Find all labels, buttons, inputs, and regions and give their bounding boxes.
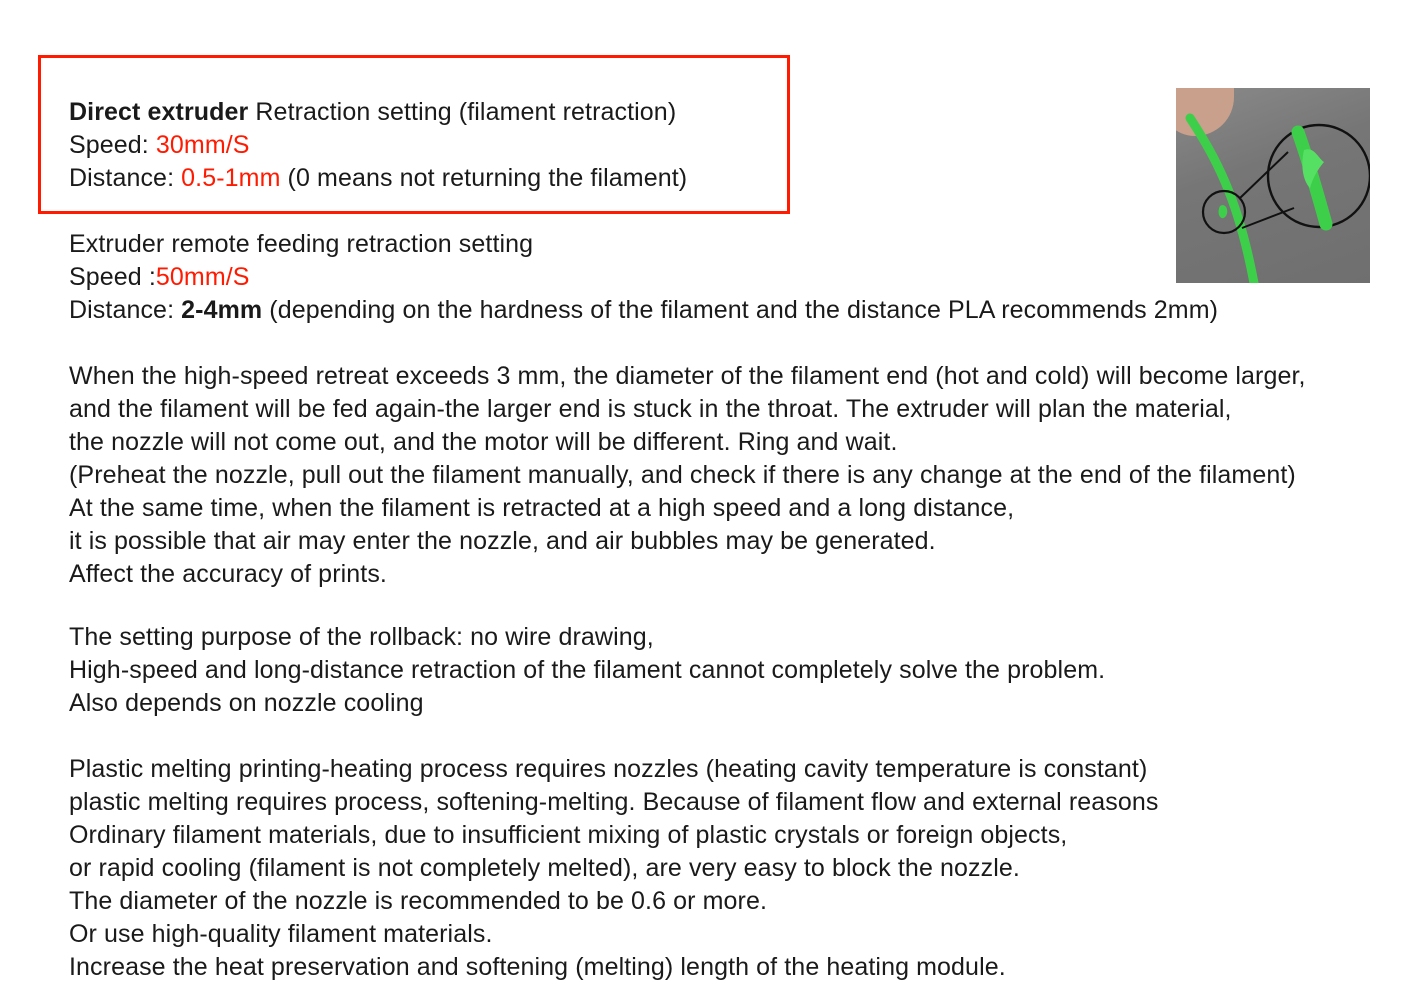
direct-extruder-title-rest: Retraction setting (filament retraction)	[248, 98, 677, 126]
melting-line: or rapid cooling (filament is not completely melted), are very easy to block the nozzle.	[69, 854, 1020, 882]
direct-extruder-speed	[69, 129, 687, 162]
purpose-line: High-speed and long-distance retraction of the filament cannot completely solve the problem.	[69, 656, 1106, 684]
warning-line: (Preheat the nozzle, pull out the filament manually, and check if there is any change at the end of the filament)	[69, 461, 1296, 489]
melting-line: plastic melting requires process, softening-melting. Because of filament flow and external reasons	[69, 788, 1159, 816]
warning-line: and the filament will be fed again-the larger end is stuck in the throat. The extruder will plan the material,	[69, 395, 1232, 423]
remote-feeding-settings	[69, 228, 1218, 327]
direct-extruder-distance	[69, 162, 687, 195]
melting-line: Or use high-quality filament materials.	[69, 920, 493, 948]
melting-line: The diameter of the nozzle is recommended to be 0.6 or more.	[69, 887, 768, 915]
direct-extruder-title-bold: Direct extruder	[69, 98, 249, 126]
warning-line: When the high-speed retreat exceeds 3 mm, the diameter of the filament end (hot and cold) will become larger,	[69, 362, 1306, 390]
direct-extruder-distance-label: Distance:	[69, 164, 182, 192]
direct-extruder-settings	[69, 96, 687, 195]
remote-feeding-speed	[69, 261, 1218, 294]
photo-illustration	[1176, 88, 1370, 283]
warning-line: Affect the accuracy of prints.	[69, 560, 387, 588]
direct-extruder-distance-value: 0.5-1mm	[181, 164, 281, 192]
remote-feeding-distance-note: (depending on the hardness of the filament and the distance PLA recommends 2mm)	[262, 296, 1219, 324]
warning-line: the nozzle will not come out, and the motor will be different. Ring and wait.	[69, 428, 898, 456]
remote-feeding-distance-label: Distance:	[69, 296, 182, 324]
remote-feeding-distance	[69, 294, 1218, 327]
melting-line: Increase the heat preservation and softening (melting) length of the heating module.	[69, 953, 1006, 981]
direct-extruder-speed-value: 30mm/S	[155, 131, 250, 159]
melting-paragraph	[69, 753, 1159, 984]
remote-feeding-distance-value: 2-4mm	[181, 296, 263, 324]
direct-extruder-title	[69, 96, 687, 129]
melting-line: Plastic melting printing-heating process requires nozzles (heating cavity temperature is constant)	[69, 755, 1148, 783]
warning-line: it is possible that air may enter the nozzle, and air bubbles may be generated.	[69, 527, 936, 555]
purpose-paragraph	[69, 621, 1105, 720]
warning-paragraph	[69, 360, 1306, 591]
warning-line: At the same time, when the filament is retracted at a high speed and a long distance,	[69, 494, 1015, 522]
remote-feeding-title: Extruder remote feeding retraction setting	[69, 230, 534, 258]
purpose-line: The setting purpose of the rollback: no wire drawing,	[69, 623, 654, 651]
direct-extruder-speed-label: Speed:	[69, 131, 156, 159]
melting-line: Ordinary filament materials, due to insufficient mixing of plastic crystals or foreign objects,	[69, 821, 1068, 849]
purpose-line: Also depends on nozzle cooling	[69, 689, 424, 717]
filament-photo	[1176, 88, 1370, 283]
direct-extruder-distance-note: (0 means not returning the filament)	[280, 164, 688, 192]
remote-feeding-speed-label: Speed :	[69, 263, 156, 291]
remote-feeding-speed-value: 50mm/S	[155, 263, 250, 291]
